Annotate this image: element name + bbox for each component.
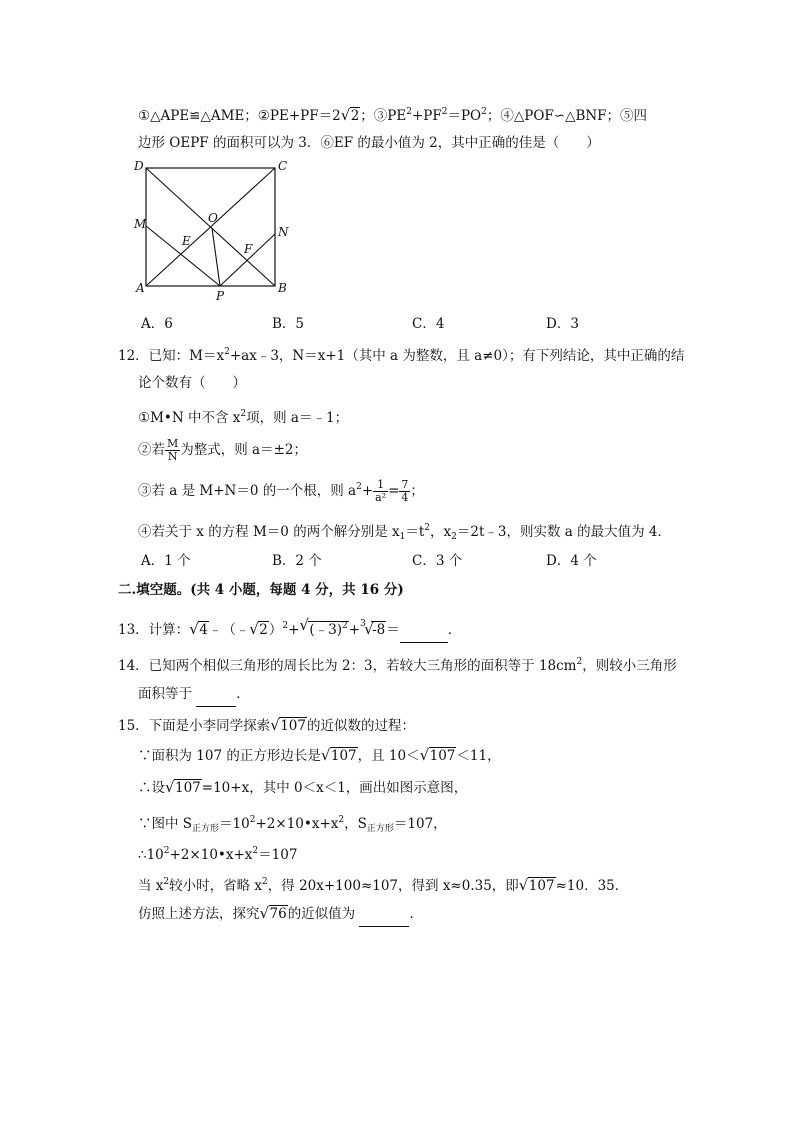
sqrt-107-d: √ 107 [165,778,201,796]
q11-option-c[interactable]: C．4 [412,316,445,332]
q15-line5: $\therefore 10^2+2\times 10•x+x^2=107$ [138,846,298,863]
label-a: A [136,281,145,295]
section-title-fill-in: 二.填空题。(共 4 小题，每题 4 分，共 16 分) [118,582,404,598]
sqrt-76: √ 76 [259,904,287,922]
sqrt-neg3-squared: √ (﹣3)$^2$ [299,616,348,638]
q12-conclusion-2: ②若 $\frac{M}{N}$ 为整式，则 a＝±2； [138,437,308,463]
fraction-m-over-n: $\frac{M}{N}$ [167,437,179,463]
q15-line2: ∵面积为 107 的正方形边长是 √ 107，且 10＜ √ 107＜11， [138,746,501,764]
q11-option-d[interactable]: D．3 [546,316,579,332]
q11-geometry-figure [132,156,302,306]
label-m: M [134,217,147,231]
q12-line2: 论个数有（ ） [138,375,246,391]
q12-option-b[interactable]: B．2 个 [272,553,322,569]
sqrt-107-e: √ 107 [518,876,555,894]
q11-option-b[interactable]: B．5 [272,316,305,332]
label-c: C [278,159,288,173]
q12-line1: 12．已知：$M=x^2+ax﹣3$，N＝x+1（其中 a 为整数，且 a≠0）；有下列结论，其中正确的结 [118,347,685,364]
label-d: D [134,159,144,173]
q12-option-c[interactable]: C．3 个 [412,553,463,569]
cube-root-neg8: 3 √ -8 [360,619,386,638]
q14-line1: 14．已知两个相似三角形的周长比为 2：3，若较大三角形的面积等于 $18cm^2$，则较小三角形 [118,657,677,674]
q12-option-d[interactable]: D．4 个 [546,553,597,569]
q15-line1: 15．下面是小李同学探索 √ 107的近似数的过程： [118,716,415,734]
q11-text: ①△APE≌△AME；②PE+PF＝2 [138,108,341,124]
q15-line3: ∴设 √ 107=10+x，其中 0＜x＜1，画出如图示意图， [138,778,468,796]
q14-line2: 面积等于 ． [138,684,250,707]
q11-statements-line2: 边形 OEPF 的面积可以为 3．⑥EF 的最小值为 2，其中正确的佳是（ ） [138,135,600,151]
q15-line7: 仿照上述方法，探究 √ 76的近似值为 ． [138,904,423,927]
label-p: P [216,289,225,303]
label-f: F [244,242,253,256]
label-b: B [278,281,287,295]
q15-line6: 当 $x^2$较小时，省略 $x^2$，得 20x+100≈107，得到 x≈0.35，即 √ 107≈10．35． [138,876,629,894]
q15-answer-blank[interactable] [359,906,409,927]
sqrt-4: √ 4 [189,620,208,638]
q11-statements-line1: ①△APE≌△AME；②PE+PF＝2 √ 2；$③PE^2+PF^2=PO^2$；④△POF∽△BNF；⑤四 [138,106,648,124]
fraction-7-over-4: $\frac{7}{4}$ [401,478,409,504]
q14-answer-blank[interactable] [196,686,236,707]
sqrt-107-c: √ 107 [419,746,456,764]
q13-answer-blank[interactable] [400,622,448,643]
q15-line4: ∵图中 $S_{正方形}=10^2+2\times 10•x+x^2$，$S_{正方形}=107$， [138,815,447,834]
q12-option-a[interactable]: A．1 个 [141,553,191,569]
fraction-1-over-a2: $\frac{1}{\text{a²}}$ [375,478,387,504]
segment-op [212,228,220,286]
sqrt-107-a: √ 107 [270,716,306,734]
q12-conclusion-3: ③若 a 是 M+N＝0 的一个根，则 $a^2+$ $\frac{1}{\text{a²}}$ = $\frac{7}{4}$ ； [138,478,424,504]
q12-conclusion-1: ①M•N 中不含 $x^2$项，则 a＝﹣1； [138,409,349,426]
q13-line: 13．计算： √ 4﹣（﹣ √ 2）$^2$+ √ (﹣3)$^2$+ 3 √ -8＝ ． [118,616,461,643]
sqrt-2: √ 2 [340,106,360,124]
label-o: O [208,211,218,225]
q11-option-a[interactable]: A．6 [141,316,173,332]
sqrt-107-b: √ 107 [320,746,357,764]
q12-conclusion-4: ④若关于 x 的方程 M＝0 的两个解分别是 $x_1=t^2$，$x_2=2t﹣3$，则实数 a 的最大值为 4． [138,523,671,542]
label-e: E [182,234,191,248]
sqrt-2-b: √ 2 [249,620,268,638]
label-n: N [278,225,289,239]
